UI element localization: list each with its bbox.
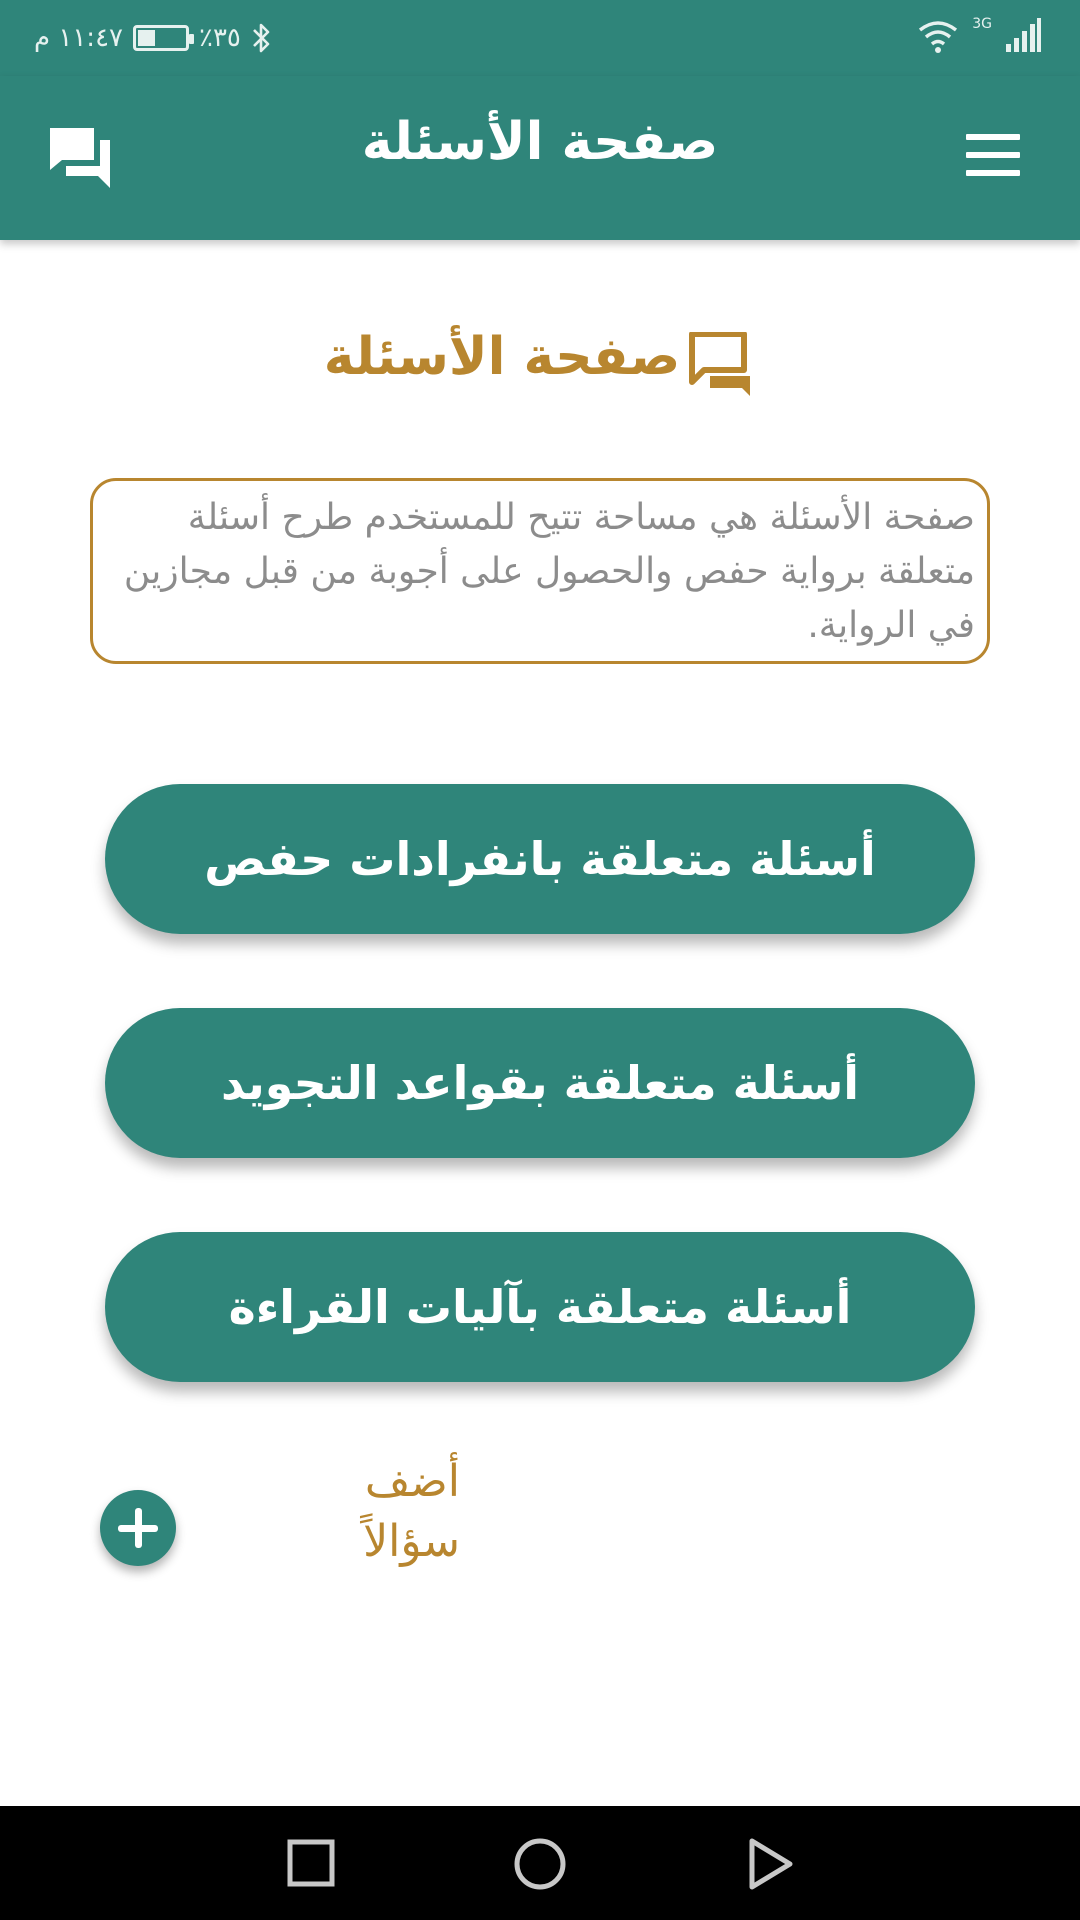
category-button-hafs-unique[interactable]: أسئلة متعلقة بانفرادات حفص <box>105 784 975 934</box>
add-question-label[interactable] <box>300 1452 460 1572</box>
status-left-group <box>34 18 273 58</box>
hamburger-menu-icon[interactable] <box>966 134 1024 178</box>
status-right-group <box>916 16 1042 56</box>
bluetooth-icon <box>251 21 273 55</box>
back-triangle-icon[interactable] <box>742 1836 798 1892</box>
signal-icon <box>1004 18 1042 54</box>
add-question-line1: أضف <box>364 1456 460 1507</box>
description-text: صفحة الأسئلة هي مساحة تتيح للمستخدم طرح أسئلة متعلقة برواية حفص والحصول على أجوبة من قبل مجازين في الرواية. <box>123 497 975 646</box>
battery-percent: ٪٣٥ <box>199 23 241 53</box>
home-circle-icon[interactable] <box>512 1836 568 1892</box>
network-type: 3G <box>972 16 992 32</box>
category-button-reading-mechanics[interactable]: أسئلة متعلقة بآليات القراءة <box>105 1232 975 1382</box>
recents-square-icon[interactable] <box>284 1836 340 1892</box>
add-question-line2: سؤالاً <box>363 1516 460 1567</box>
description-box <box>90 478 990 664</box>
wifi-icon <box>916 18 960 54</box>
add-question-button[interactable] <box>100 1490 176 1566</box>
chat-bubbles-icon[interactable] <box>48 126 114 190</box>
clock-text: ١١:٤٧ م <box>34 23 123 53</box>
section-title: صفحة الأسئلة <box>323 327 681 387</box>
category-button-tajweed-rules[interactable]: أسئلة متعلقة بقواعد التجويد <box>105 1008 975 1158</box>
section-heading <box>240 318 840 396</box>
app-bar <box>0 76 1080 240</box>
page-title: صفحة الأسئلة <box>361 112 719 172</box>
status-bar <box>0 0 1080 76</box>
battery-fill <box>138 30 155 46</box>
battery-icon <box>133 25 189 51</box>
system-nav-bar <box>0 1806 1080 1920</box>
chat-bubbles-icon <box>686 332 756 396</box>
